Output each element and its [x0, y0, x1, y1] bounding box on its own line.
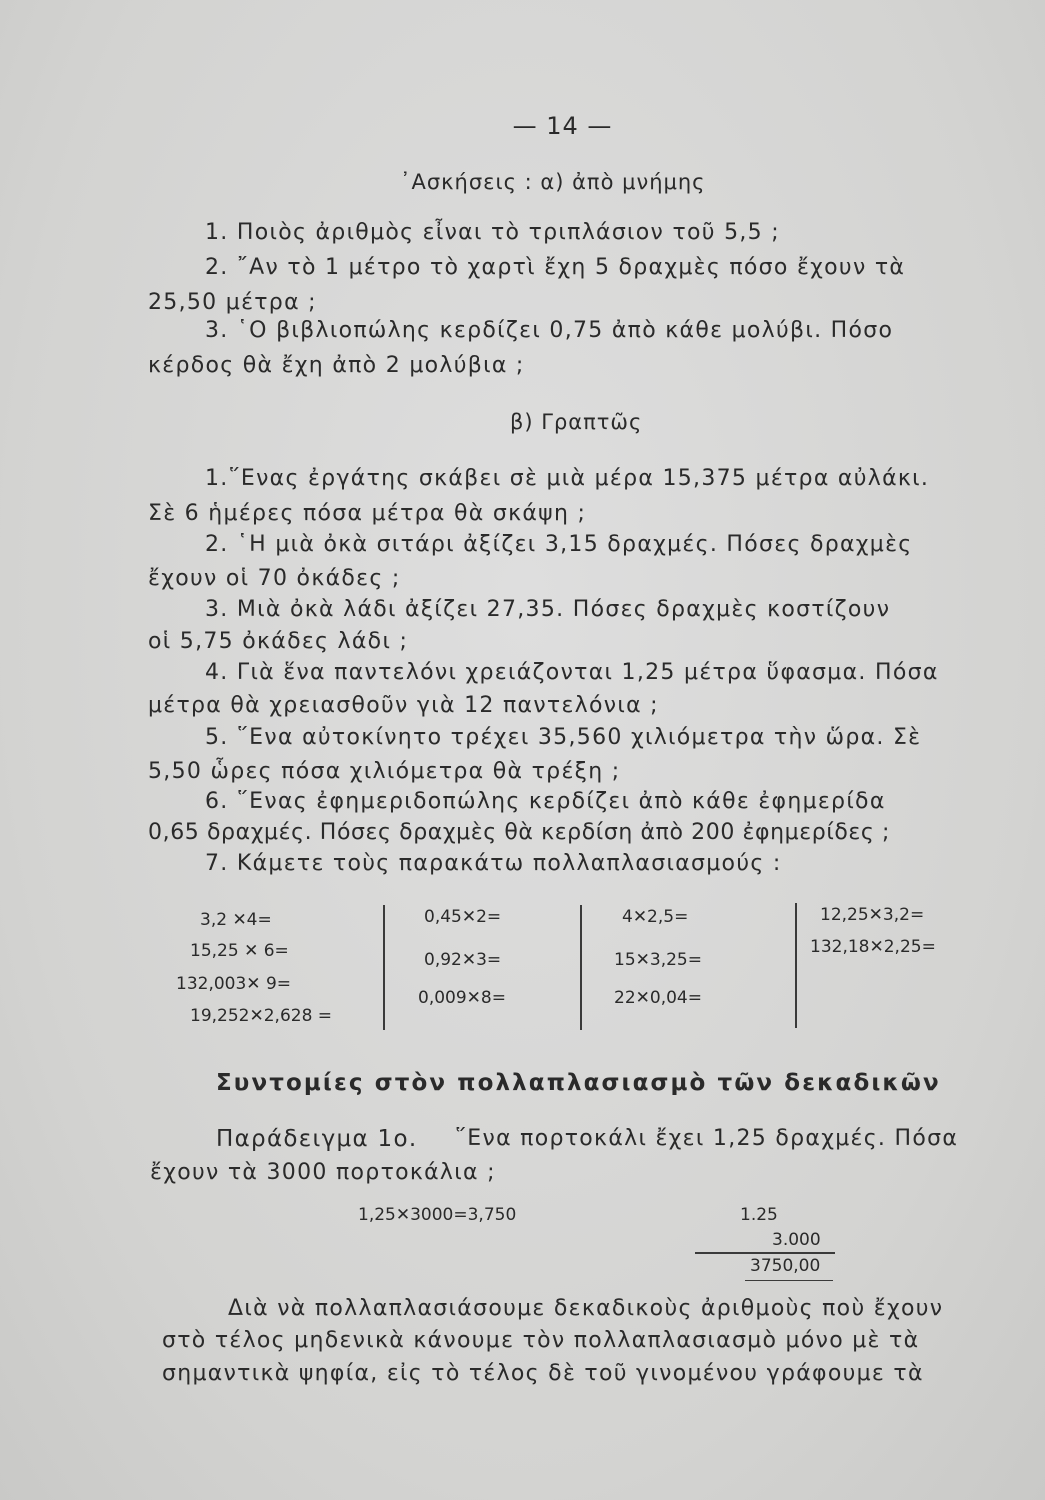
oral-exercise-1: 1. Ποιὸς ἀριθμὸς εἶναι τὸ τριπλάσιον τοῦ 5,5 ;: [205, 220, 780, 245]
mult-col4-row1: 12,25✕3,2=: [820, 905, 925, 925]
written-exercise-7: 7. Κάμετε τοὺς παρακάτω πολλαπλασιασμούς :: [205, 851, 782, 876]
mult-col1-row3: 132,003✕ 9=: [176, 974, 292, 994]
mult-col3-row3: 22✕0,04=: [614, 988, 702, 1008]
written-exercise-4: 4. Γιὰ ἕνα παντελόνι χρειάζονται 1,25 μέτρα ὕφασμα. Πόσα: [205, 660, 939, 685]
example-text-line2: ἔχουν τὰ 3000 πορτοκάλια ;: [150, 1160, 496, 1185]
explanation-line1: Διὰ νὰ πολλαπλασιάσουμε δεκαδικοὺς ἀριθμοὺς ποὺ ἔχουν: [228, 1296, 944, 1321]
mult-col3-row1: 4✕2,5=: [622, 907, 689, 927]
mult-col4-row2: 132,18✕2,25=: [810, 937, 936, 957]
vertical-calc-top: 1.25: [740, 1205, 778, 1225]
example-text-line1: ῞Ενα πορτοκάλι ἔχει 1,25 δραχμές. Πόσα: [455, 1126, 959, 1151]
explanation-line3: σημαντικὰ ψηφία, εἰς τὸ τέλος δὲ τοῦ γινομένου γράφουμε τὰ: [162, 1361, 924, 1386]
written-exercise-1-cont: Σὲ 6 ἡμέρες πόσα μέτρα θὰ σκάψη ;: [148, 501, 587, 526]
explanation-line2: στὸ τέλος μηδενικὰ κάνουμε τὸν πολλαπλασιασμὸ μόνο μὲ τὰ: [162, 1328, 920, 1353]
written-exercise-4-cont: μέτρα θὰ χρειασθοῦν γιὰ 12 παντελόνια ;: [148, 693, 659, 718]
written-exercise-3: 3. Μιὰ ὀκὰ λάδι ἀξίζει 27,35. Πόσες δραχμὲς κοστίζουν: [205, 597, 891, 622]
written-exercise-6-cont: 0,65 δραχμές. Πόσες δραχμὲς θὰ κερδίση ἀπὸ 200 ἐφημερίδες ;: [148, 820, 891, 845]
mult-col1-row1: 3,2 ✕4=: [200, 910, 272, 930]
example-label: Παράδειγμα 1ο.: [216, 1126, 418, 1152]
vertical-calc-middle: 3.000: [772, 1230, 821, 1250]
exercises-heading: ᾿Ασκήσεις : α) ἀπὸ μνήμης: [400, 170, 706, 194]
inline-calculation: 1,25✕3000=3,750: [358, 1205, 517, 1225]
written-exercise-2-cont: ἔχουν οἱ 70 ὀκάδες ;: [148, 566, 401, 591]
mult-col3-row2: 15✕3,25=: [614, 950, 702, 970]
oral-exercise-2-cont: 25,50 μέτρα ;: [148, 290, 317, 315]
written-exercise-6: 6. ῞Ενας ἐφημεριδοπώλης κερδίζει ἀπὸ κάθε ἐφημερίδα: [205, 789, 886, 814]
written-exercise-5-cont: 5,50 ὧρες πόσα χιλιόμετρα θὰ τρέξη ;: [148, 759, 621, 784]
written-heading: β) Γραπτῶς: [510, 410, 643, 434]
mult-col2-row1: 0,45✕2=: [424, 907, 502, 927]
oral-exercise-3: 3. ῾Ο βιβλιοπώλης κερδίζει 0,75 ἀπὸ κάθε μολύβι. Πόσο: [205, 318, 894, 343]
mult-col2-row2: 0,92✕3=: [424, 950, 502, 970]
column-divider-1: [383, 905, 385, 1030]
oral-exercise-2: 2. ῎Αν τὸ 1 μέτρο τὸ χαρτὶ ἔχη 5 δραχμὲς πόσο ἔχουν τὰ: [205, 255, 906, 280]
mult-col2-row3: 0,009✕8=: [418, 988, 506, 1008]
page-number: — 14 —: [512, 112, 613, 140]
written-exercise-1: 1.῞Ενας ἐργάτης σκάβει σὲ μιὰ μέρα 15,375 μέτρα αὐλάκι.: [205, 466, 930, 491]
written-exercise-2: 2. ῾Η μιὰ ὀκὰ σιτάρι ἀξίζει 3,15 δραχμές. Πόσες δραχμὲς: [205, 532, 913, 557]
mult-col1-row2: 15,25 ✕ 6=: [190, 941, 289, 961]
written-exercise-3-cont: οἱ 5,75 ὀκάδες λάδι ;: [148, 629, 409, 654]
shortcuts-heading: Συντομίες στὸν πολλαπλασιασμὸ τῶν δεκαδικῶν: [216, 1070, 941, 1096]
mult-col1-row4: 19,252✕2,628 =: [190, 1006, 333, 1026]
oral-exercise-3-cont: κέρδος θὰ ἔχη ἀπὸ 2 μολύβια ;: [148, 353, 525, 378]
vertical-calc-underline: [745, 1280, 833, 1281]
column-divider-2: [580, 905, 582, 1030]
vertical-calc-result: 3750,00: [750, 1256, 821, 1276]
column-divider-3: [795, 903, 797, 1028]
written-exercise-5: 5. ῞Ενα αὐτοκίνητο τρέχει 35,560 χιλιόμετρα τὴν ὥρα. Σὲ: [205, 725, 922, 750]
vertical-calc-rule: [695, 1252, 835, 1254]
